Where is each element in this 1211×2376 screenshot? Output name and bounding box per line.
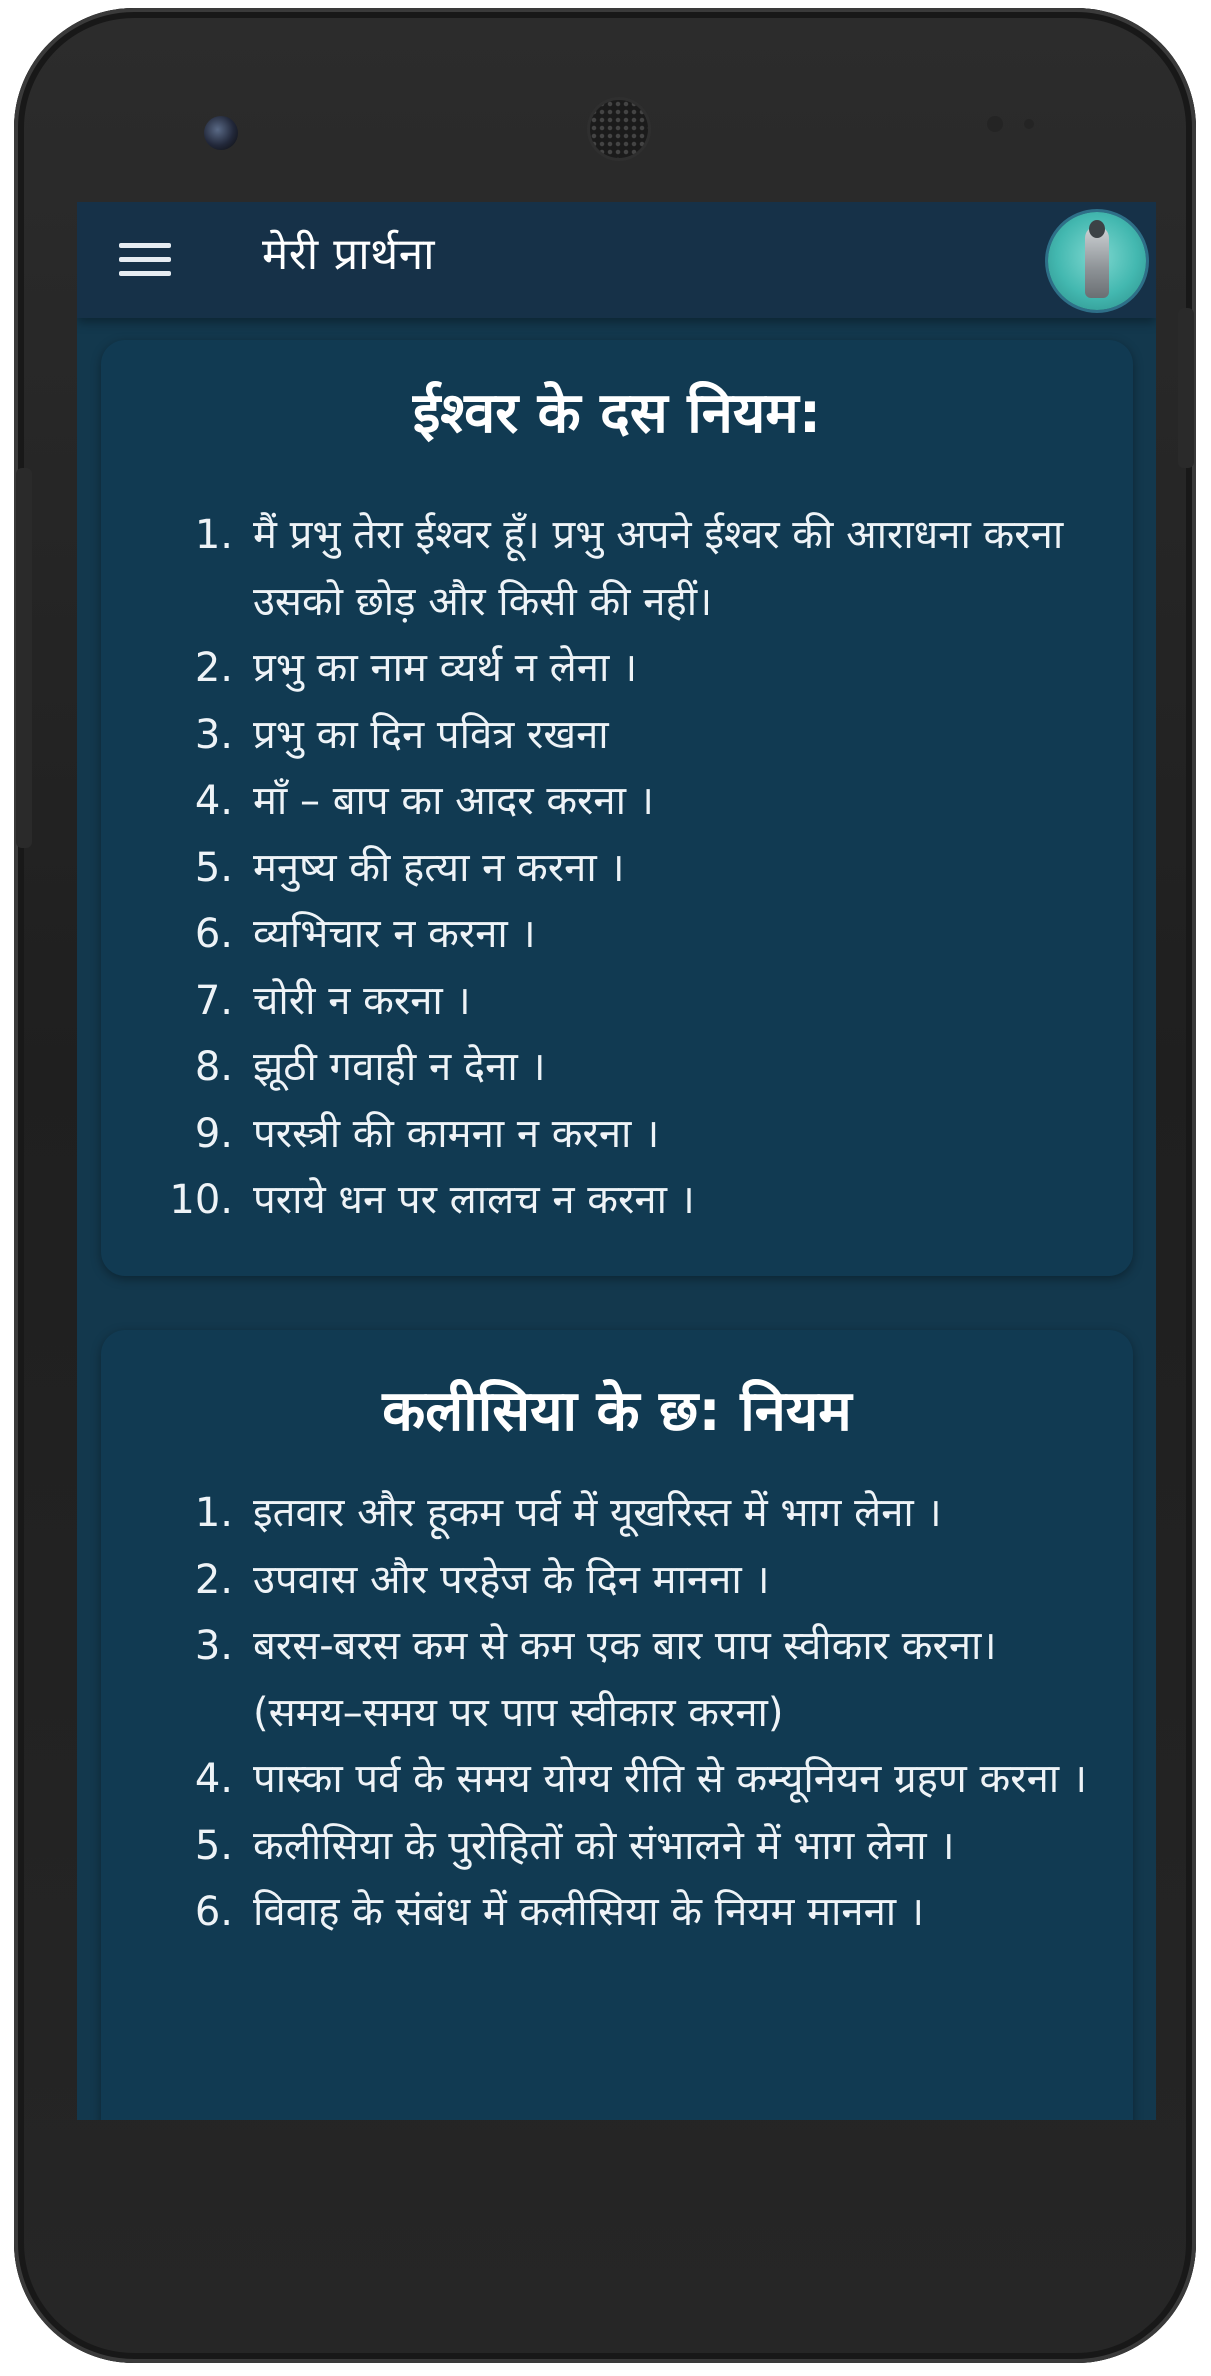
item-text: इतवार और हूकम पर्व में यूखरिस्त में भाग लेना । <box>253 1490 942 1536</box>
ten-commandments-card <box>101 340 1133 1276</box>
list-item <box>101 702 1133 769</box>
avatar[interactable] <box>1048 212 1146 310</box>
phone-frame <box>14 8 1196 2363</box>
list-item <box>101 1101 1133 1168</box>
app-title: मेरी प्रार्थना <box>262 229 436 280</box>
item-number: 4. <box>194 1756 233 1802</box>
item-number: 6. <box>194 1889 233 1935</box>
item-number: 2. <box>194 1556 233 1603</box>
list-item <box>101 835 1133 902</box>
item-number: 8. <box>194 1044 233 1090</box>
item-number: 1. <box>194 1490 233 1536</box>
item-text: पास्का पर्व के समय योग्य रीति से कम्यूनियन ग्रहण करना । <box>253 1756 1088 1802</box>
list-item <box>101 1813 1133 1880</box>
item-text: उपवास और परहेज के दिन मानना । <box>253 1556 770 1603</box>
card-title: कलीसिया के छ: नियम <box>382 1379 852 1444</box>
list-item <box>101 1480 1133 1547</box>
list-item <box>101 502 1133 635</box>
item-number: 5. <box>194 1822 233 1869</box>
item-number: 1. <box>194 512 233 558</box>
app-bar <box>77 202 1156 318</box>
item-text: मैं प्रभु तेरा ईश्वर हूँ। प्रभु अपने ईश्वर की आराधना करना उसको छोड़ और किसी की नहीं। <box>253 512 1064 625</box>
item-number: 4. <box>194 778 233 824</box>
volume-button <box>16 468 32 848</box>
statue-head <box>1089 220 1105 238</box>
list-item <box>101 1613 1133 1746</box>
item-text: प्रभु का नाम व्यर्थ न लेना । <box>253 645 638 691</box>
power-button <box>1178 308 1194 468</box>
item-text: बरस-बरस कम से कम एक बार पाप स्वीकार करना। (समय–समय पर पाप स्वीकार करना) <box>253 1623 997 1736</box>
item-text: व्यभिचार न करना । <box>253 911 536 957</box>
item-text: प्रभु का दिन पवित्र रखना <box>253 711 609 758</box>
list-item <box>101 968 1133 1035</box>
proximity-sensor <box>987 116 1003 132</box>
item-text: मनुष्य की हत्या न करना । <box>253 844 625 891</box>
list-item <box>101 1034 1133 1101</box>
item-number: 3. <box>194 1623 233 1669</box>
item-text: माँ – बाप का आदर करना । <box>253 778 654 824</box>
app-screen <box>77 202 1156 2120</box>
list-item <box>101 901 1133 968</box>
front-camera <box>204 116 238 150</box>
list-item <box>101 1879 1133 1946</box>
church-rules-card <box>101 1330 1133 2120</box>
earpiece-speaker <box>590 100 648 158</box>
church-rules-list <box>101 1480 1133 1946</box>
item-number: 3. <box>194 711 233 758</box>
list-item <box>101 1746 1133 1813</box>
item-text: परस्त्री की कामना न करना । <box>253 1110 660 1157</box>
item-number: 6. <box>194 911 233 957</box>
light-sensor <box>1024 119 1034 129</box>
list-item <box>101 1547 1133 1614</box>
item-text: पराये धन पर लालच न करना । <box>253 1177 695 1223</box>
item-text: झूठी गवाही न देना । <box>253 1044 546 1090</box>
hamburger-menu-icon[interactable] <box>119 234 171 284</box>
item-number: 10. <box>169 1177 233 1223</box>
list-item <box>101 1167 1133 1234</box>
item-number: 7. <box>194 977 233 1024</box>
commandments-list <box>101 502 1133 1234</box>
list-item <box>101 635 1133 702</box>
item-text: विवाह के संबंध में कलीसिया के नियम मानना । <box>253 1889 925 1935</box>
card-title: ईश्वर के दस नियम: <box>412 381 822 446</box>
list-item <box>101 768 1133 835</box>
item-text: चोरी न करना । <box>253 977 471 1024</box>
item-text: कलीसिया के पुरोहितों को संभालने में भाग लेना । <box>253 1822 955 1869</box>
item-number: 9. <box>194 1110 233 1157</box>
item-number: 2. <box>194 645 233 691</box>
item-number: 5. <box>194 844 233 891</box>
